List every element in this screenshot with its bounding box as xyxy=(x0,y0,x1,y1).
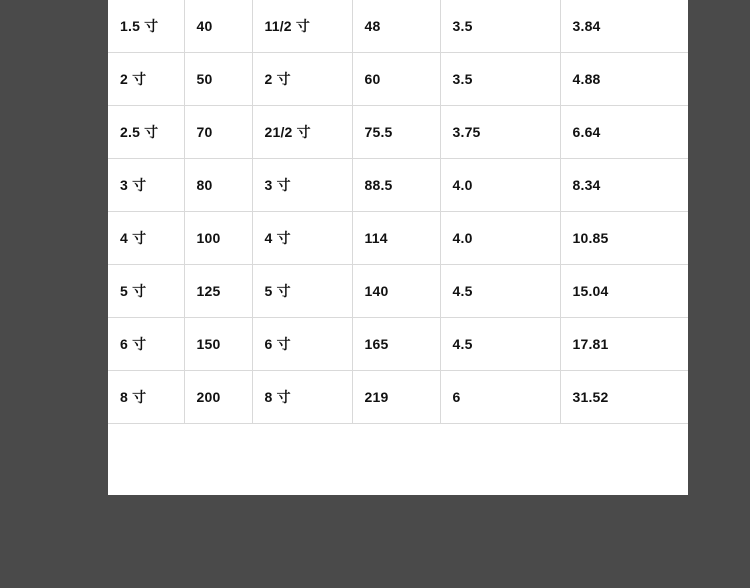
cell-size-label: 5 寸 xyxy=(252,265,352,318)
pipe-specification-table xyxy=(108,0,688,424)
cell-dn: 100 xyxy=(184,212,252,265)
table-row xyxy=(108,0,688,53)
cell-thickness: 4.5 xyxy=(440,318,560,371)
page-bottom-margin xyxy=(108,424,688,495)
cell-dn: 200 xyxy=(184,371,252,424)
cell-outer-diameter: 60 xyxy=(352,53,440,106)
cell-dn: 150 xyxy=(184,318,252,371)
cell-weight: 6.64 xyxy=(560,106,688,159)
cell-thickness: 3.5 xyxy=(440,53,560,106)
cell-size-label: 11/2 寸 xyxy=(252,0,352,53)
cell-weight: 15.04 xyxy=(560,265,688,318)
cell-dn: 50 xyxy=(184,53,252,106)
cell-size-label: 6 寸 xyxy=(252,318,352,371)
cell-thickness: 3.5 xyxy=(440,0,560,53)
cell-outer-diameter: 75.5 xyxy=(352,106,440,159)
table-row xyxy=(108,106,688,159)
cell-outer-diameter: 140 xyxy=(352,265,440,318)
table-row xyxy=(108,371,688,424)
table-row xyxy=(108,159,688,212)
cell-thickness: 4.0 xyxy=(440,212,560,265)
cell-size-label: 8 寸 xyxy=(252,371,352,424)
cell-dn: 70 xyxy=(184,106,252,159)
table-row xyxy=(108,318,688,371)
cell-outer-diameter: 48 xyxy=(352,0,440,53)
cell-outer-diameter: 88.5 xyxy=(352,159,440,212)
cell-size-label: 4 寸 xyxy=(252,212,352,265)
cell-nominal-size: 1.5 寸 xyxy=(108,0,184,53)
cell-weight: 31.52 xyxy=(560,371,688,424)
cell-thickness: 6 xyxy=(440,371,560,424)
cell-nominal-size: 4 寸 xyxy=(108,212,184,265)
cell-nominal-size: 5 寸 xyxy=(108,265,184,318)
cell-nominal-size: 8 寸 xyxy=(108,371,184,424)
cell-dn: 80 xyxy=(184,159,252,212)
cell-nominal-size: 3 寸 xyxy=(108,159,184,212)
cell-dn: 125 xyxy=(184,265,252,318)
cell-outer-diameter: 114 xyxy=(352,212,440,265)
cell-thickness: 4.0 xyxy=(440,159,560,212)
cell-weight: 8.34 xyxy=(560,159,688,212)
cell-weight: 10.85 xyxy=(560,212,688,265)
cell-nominal-size: 6 寸 xyxy=(108,318,184,371)
cell-outer-diameter: 165 xyxy=(352,318,440,371)
cell-weight: 3.84 xyxy=(560,0,688,53)
table-row xyxy=(108,53,688,106)
cell-size-label: 21/2 寸 xyxy=(252,106,352,159)
cell-weight: 4.88 xyxy=(560,53,688,106)
cell-outer-diameter: 219 xyxy=(352,371,440,424)
cell-nominal-size: 2.5 寸 xyxy=(108,106,184,159)
table-row xyxy=(108,212,688,265)
cell-thickness: 4.5 xyxy=(440,265,560,318)
cell-thickness: 3.75 xyxy=(440,106,560,159)
cell-weight: 17.81 xyxy=(560,318,688,371)
cell-size-label: 3 寸 xyxy=(252,159,352,212)
cell-dn: 40 xyxy=(184,0,252,53)
table-body xyxy=(108,0,688,424)
cell-size-label: 2 寸 xyxy=(252,53,352,106)
document-page xyxy=(108,0,688,495)
cell-nominal-size: 2 寸 xyxy=(108,53,184,106)
table-row xyxy=(108,265,688,318)
